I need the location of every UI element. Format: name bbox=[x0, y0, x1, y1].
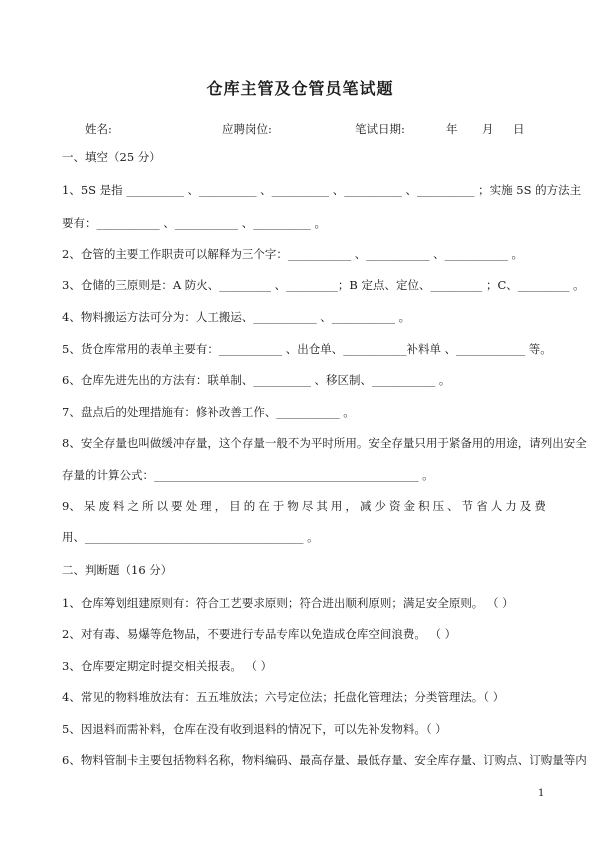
question-9-char: 费 bbox=[534, 499, 546, 513]
question-9-char: 9、 bbox=[62, 499, 81, 513]
page-number: 1 bbox=[538, 788, 545, 799]
question-9-char: 节 bbox=[461, 499, 474, 513]
question-9-char: 废 bbox=[98, 499, 110, 513]
question-2: 2、仓管的主要工作职责可以解释为三个字：___________ 、___________ 、___________ 。 bbox=[62, 247, 524, 261]
question-3: 3、仓储的三原则是：A 防火、_________ 、_________；B 定点、定位、_________ ；C、_________ 。 bbox=[62, 278, 585, 292]
question-9-char: 所 bbox=[141, 499, 154, 513]
question-9-char: ， bbox=[214, 499, 227, 513]
question-9-char: 目 bbox=[229, 499, 241, 513]
question-9-char: 物 bbox=[287, 499, 299, 513]
judgment-6: 6、物料管制卡主要包括物料名称，物料编码、最高存量、最低存量、安全库存量、订购点、订购量等内 bbox=[62, 753, 587, 767]
section-1-heading: 一、填空（25 分） bbox=[62, 150, 161, 164]
question-9-char: 要 bbox=[171, 499, 183, 513]
question-9-char: 积 bbox=[418, 499, 430, 513]
question-9-char: 在 bbox=[258, 499, 270, 513]
question-9-char: 减 bbox=[359, 499, 372, 513]
judgment-3: 3、仓库要定期定时提交相关报表。 （ ） bbox=[62, 659, 273, 673]
question-9-char: 金 bbox=[403, 499, 416, 513]
question-7: 7、盘点后的处理措施有：修补改善工作、___________ 。 bbox=[62, 405, 355, 419]
question-9-char: 之 bbox=[127, 499, 139, 513]
question-9-char: 的 bbox=[243, 499, 256, 513]
document-title: 仓库主管及仓管员笔试题 bbox=[206, 79, 394, 98]
judgment-2: 2、对有毒、易爆等危物品，不要进行专品专库以免造成仓库空间浪费。 （ ） bbox=[62, 627, 457, 641]
question-4: 4、物料搬运方法可分为：人工搬运、___________ 、___________ 。 bbox=[62, 310, 411, 324]
question-9-char: 料 bbox=[112, 499, 125, 513]
question-9-char: 其 bbox=[316, 499, 328, 513]
day-label: 日 bbox=[513, 122, 525, 136]
question-9-char: 于 bbox=[272, 499, 285, 513]
question-9-char: 力 bbox=[505, 499, 517, 513]
position-label: 应聘岗位: bbox=[222, 122, 272, 136]
question-9-char: 处 bbox=[185, 499, 198, 513]
question-9-char: 以 bbox=[156, 499, 169, 513]
question-9-char: 理 bbox=[200, 499, 212, 513]
question-8-line-1: 8、安全存量也叫做缓冲存量，这个存量一般不为平时所用。安全存量只用于紧备用的用途，请列出安全 bbox=[62, 436, 587, 450]
name-label: 姓名: bbox=[85, 122, 112, 136]
question-9-char: 尽 bbox=[301, 499, 314, 513]
question-9-char: 资 bbox=[389, 499, 401, 513]
question-9-line-1 bbox=[62, 499, 546, 513]
exam-date-label: 笔试日期: bbox=[355, 122, 405, 136]
month-label: 月 bbox=[482, 122, 494, 136]
question-9-char: 少 bbox=[374, 499, 386, 513]
question-9-char: 压 bbox=[432, 499, 445, 513]
question-9-char: 及 bbox=[519, 499, 532, 513]
question-9-char: 省 bbox=[476, 499, 488, 513]
question-6: 6、仓库先进先出的方法有：联单制、__________ 、移区制、___________ 。 bbox=[62, 373, 451, 387]
question-9-char: ， bbox=[345, 499, 357, 513]
section-2-heading: 二、判断题（16 分） bbox=[62, 563, 173, 577]
question-8-line-2: 存量的计算公式：______________________________________________ 。 bbox=[62, 468, 434, 482]
year-label: 年 bbox=[446, 122, 458, 136]
question-9-char: 呆 bbox=[83, 499, 96, 513]
question-5: 5、货仓库常用的表单主要有：___________ 、出仓单、___________补料单 、____________ 等。 bbox=[62, 342, 552, 356]
question-9-char: 用 bbox=[330, 499, 343, 513]
judgment-1: 1、仓库筹划组建原则有：符合工艺要求原则；符合进出顺利原则；满足安全原则。 （ ） bbox=[62, 596, 514, 610]
judgment-4: 4、常见的物料堆放法有：五五堆放法；六号定位法；托盘化管理法；分类管理法。（ ） bbox=[62, 690, 505, 704]
question-9-char: 人 bbox=[490, 499, 503, 513]
question-1-line-2: 要有：___________ 、___________ 、__________ 。 bbox=[62, 216, 326, 230]
question-9-char: 、 bbox=[447, 499, 459, 513]
question-9-line-2: 用、______________________________________ 。 bbox=[62, 530, 319, 544]
judgment-5: 5、因退料而需补料，仓库在没有收到退料的情况下，可以先补发物料。（ ） bbox=[62, 722, 447, 736]
question-1-line-1: 1、5S 是指 __________ 、__________ 、__________ 、__________ 、__________ ；实施 5S 的方法主 bbox=[62, 183, 582, 197]
